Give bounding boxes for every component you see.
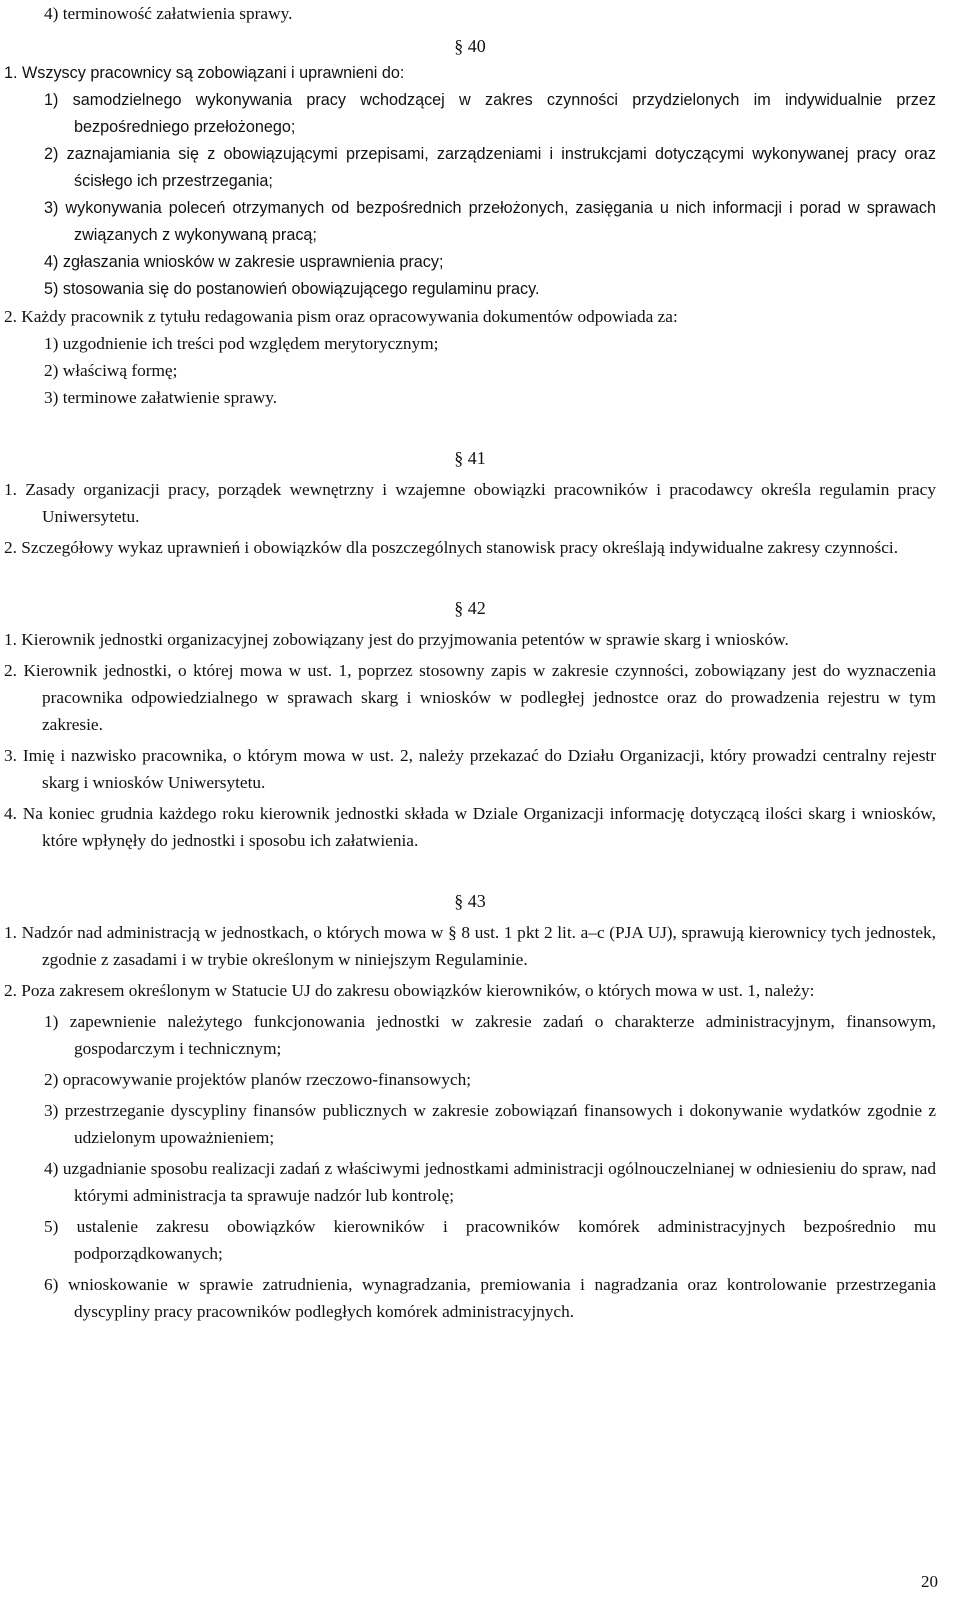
s42-paragraph-2: 2. Kierownik jednostki, o której mowa w ust. 1, poprzez stosowny zapis w zakresie czynności, zobowiązany jest do wyznaczenia pracownika odpowiedzialnego w sprawach skarg i wniosków w podległej jednostce oraz do prowadzenia rejestru w tym zakresie. — [4, 661, 936, 734]
s43-p2-item-5: 5) ustalenie zakresu obowiązków kierowników i pracowników komórek administracyjnych bezpośrednio mu podporządkowanych; — [44, 1217, 936, 1263]
section-43-heading: § 43 — [454, 891, 486, 911]
s41-paragraph-1: 1. Zasady organizacji pracy, porządek wewnętrzny i wzajemne obowiązki pracowników i pracodawcy określa regulamin pracy Uniwersytetu. — [4, 480, 936, 526]
s40-paragraph-2: 2. Każdy pracownik z tytułu redagowania pism oraz opracowywania dokumentów odpowiada za: — [4, 307, 678, 326]
s40-p1-item-1: 1) samodzielnego wykonywania pracy wchodzącej w zakres czynności przydzielonych im indywidualnie przez bezpośredniego przełożonego; — [44, 91, 936, 136]
section-40-heading: § 40 — [454, 36, 486, 56]
s40-p1-item-3: 3) wykonywania poleceń otrzymanych od bezpośrednich przełożonych, zasięgania u nich informacji i porad w sprawach związanych z wykonywaną pracą; — [44, 199, 936, 244]
s40-p2-item-1: 1) uzgodnienie ich treści pod względem merytorycznym; — [44, 334, 439, 353]
s42-paragraph-1: 1. Kierownik jednostki organizacyjnej zobowiązany jest do przyjmowania petentów w sprawie skarg i wniosków. — [4, 630, 789, 649]
s43-p2-item-4: 4) uzgadnianie sposobu realizacji zadań z właściwymi jednostkami administracji ogólnouczelnianej w odniesieniu do spraw, nad którymi administracja ta sprawuje nadzór lub kontrolę; — [44, 1159, 936, 1205]
s40-p2-item-2: 2) właściwą formę; — [44, 361, 178, 380]
s41-paragraph-2: 2. Szczegółowy wykaz uprawnień i obowiązków dla poszczególnych stanowisk pracy określają indywidualne zakresy czynności. — [4, 538, 899, 557]
s43-paragraph-2: 2. Poza zakresem określonym w Statucie UJ do zakresu obowiązków kierowników, o których mowa w ust. 1, należy: — [4, 981, 815, 1000]
s43-p2-item-6: 6) wnioskowanie w sprawie zatrudnienia, wynagradzania, premiowania i nagradzania oraz kontrolowanie przestrzegania dyscypliny pracy pracowników podległych komórek administracyjnych. — [44, 1275, 936, 1321]
s43-p2-item-2: 2) opracowywanie projektów planów rzeczowo-finansowych; — [44, 1070, 472, 1089]
s42-paragraph-4: 4. Na koniec grudnia każdego roku kierownik jednostki składa w Dziale Organizacji informację dotyczącą ilości skarg i wniosków, które wpłynęły do jednostki i sposobu ich załatwienia. — [4, 804, 936, 850]
section-41-heading: § 41 — [454, 448, 486, 468]
s40-p2-item-3: 3) terminowe załatwienie sprawy. — [44, 388, 278, 407]
s43-p2-item-1: 1) zapewnienie należytego funkcjonowania jednostki w zakresie zadań o charakterze administracyjnym, finansowym, gospodarczym i technicznym; — [44, 1012, 936, 1058]
s42-paragraph-3: 3. Imię i nazwisko pracownika, o którym mowa w ust. 2, należy przekazać do Działu Organizacji, który prowadzi centralny rejestr skarg i wniosków Uniwersytetu. — [4, 746, 936, 792]
s43-paragraph-1: 1. Nadzór nad administracją w jednostkach, o których mowa w § 8 ust. 1 pkt 2 lit. a–c (PJA UJ), sprawują kierownicy tych jednostek, zgodnie z zasadami i w trybie określonym w niniejszym Regulaminie. — [4, 923, 936, 969]
s40-p1-item-4: 4) zgłaszania wniosków w zakresie usprawnienia pracy; — [44, 253, 444, 271]
page-number: 20 — [921, 1572, 938, 1591]
item-terminowosc: 4) terminowość załatwienia sprawy. — [44, 4, 293, 23]
s40-paragraph-1: 1. Wszyscy pracownicy są zobowiązani i uprawnieni do: — [4, 64, 405, 82]
s40-p1-item-2: 2) zaznajamiania się z obowiązującymi przepisami, zarządzeniami i instrukcjami dotyczącymi wykonywanej pracy oraz ścisłego ich przestrzegania; — [44, 145, 936, 190]
section-42-heading: § 42 — [454, 598, 486, 618]
s43-p2-item-3: 3) przestrzeganie dyscypliny finansów publicznych w zakresie zobowiązań finansowych i dokonywanie wydatków zgodnie z udzielonym upoważnieniem; — [44, 1101, 936, 1147]
s40-p1-item-5: 5) stosowania się do postanowień obowiązującego regulaminu pracy. — [44, 280, 540, 298]
